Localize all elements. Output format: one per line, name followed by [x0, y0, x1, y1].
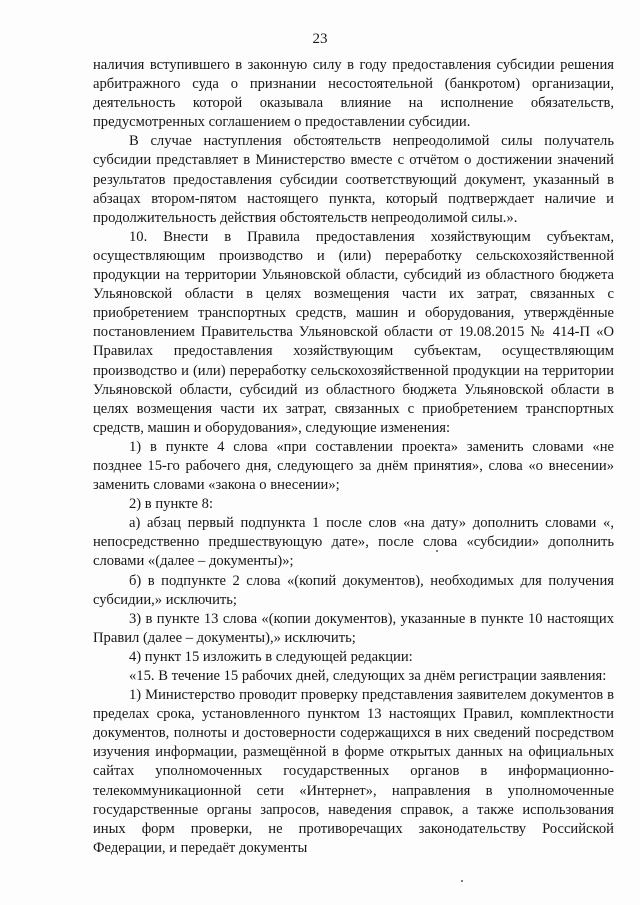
paragraph-subitem-2a: а) абзац первый подпункта 1 после слов «на дату» дополнить словами «, непосредственно предшествующую дате», после слова «субсидии» дополнить словами «(далее – документы)»;: [93, 515, 614, 570]
paragraph-item-10: 10. Внести в Правила предоставления хозяйствующим субъектам, осуществляющим производство и (или) переработку сельскохозяйственной продукции на территории Ульяновской области, субсидий из областного бюджета Ульяновской области в целях возмещения части их затрат, связанных с приобретением транспортных средств, машин и оборудования, утверждённые постановлением Правительства Ульяновской области от 19.08.2015 № 414-П «О Правилах предоставления хозяйствующим субъектам, осуществляющим производство и (или) переработку сельскохозяйственной продукции на территории Ульяновской области, субсидий из областного бюджета Ульяновской области в целях возмещения части их затрат, связанных с приобретением транспортных средств, машин и оборудования», следующие изменения:: [93, 228, 614, 436]
scan-speck: [461, 880, 463, 882]
scan-speck: [436, 550, 438, 552]
paragraph-continuation: наличия вступившего в законную силу в году предоставления субсидии решения арбитражного суда о признании несостоятельной (банкротом) организации, деятельность которой оказывала влияние на исполнение обязательств, предусмотренных соглашением о предоставлении субсидии.: [93, 57, 614, 131]
paragraph-force-majeure: В случае наступления обстоятельств непреодолимой силы получатель субсидии представляет в Министерство вместе с отчётом о достижении значений результатов предоставления субсидии соответствующий документ, указанный в абзацах втором-пятом настоящего пункта, который подтверждает наличие и продолжительность действия обстоятельств непреодолимой силы.».: [93, 133, 614, 226]
paragraph-subitem-3: 3) в пункте 13 слова «(копии документов), указанные в пункте 10 настоящих Правил (далее – документы),» исключить;: [93, 610, 614, 646]
paragraph-point-15: «15. В течение 15 рабочих дней, следующих за днём регистрации заявления:: [129, 668, 607, 684]
paragraph-subitem-2: 2) в пункте 8:: [129, 496, 214, 513]
paragraph-point-15-1: 1) Министерство проводит проверку представления заявителем документов в пределах срока, установленного пунктом 13 настоящих Правил, комплектности документов, полноты и достоверности содержащихся в них сведений посредством изучения информации, размещённой в форме открытых данных на официальных сайтах уполномоченных государственных органов в информационно-телекоммуникационной сети «Интернет», направления в уполномоченные государственные органы запросов, наведения справок, а также использования иных форм проверки, не противоречащих законодательству Российской Федерации, и передаёт документы: [93, 687, 614, 856]
paragraph-subitem-4: 4) пункт 15 изложить в следующей редакции:: [129, 648, 413, 665]
document-body: [93, 56, 614, 858]
page-number: 23: [312, 31, 328, 47]
paragraph-subitem-2b: б) в подпункте 2 слова «(копий документов), необходимых для получения субсидии,» исключить;: [93, 572, 614, 608]
paragraph-subitem-1: 1) в пункте 4 слова «при составлении проекта» заменить словами «не позднее 15-го рабочего дня, следующего за днём принятия», слова «о внесении» заменить словами «закона о внесении»;: [93, 438, 614, 494]
